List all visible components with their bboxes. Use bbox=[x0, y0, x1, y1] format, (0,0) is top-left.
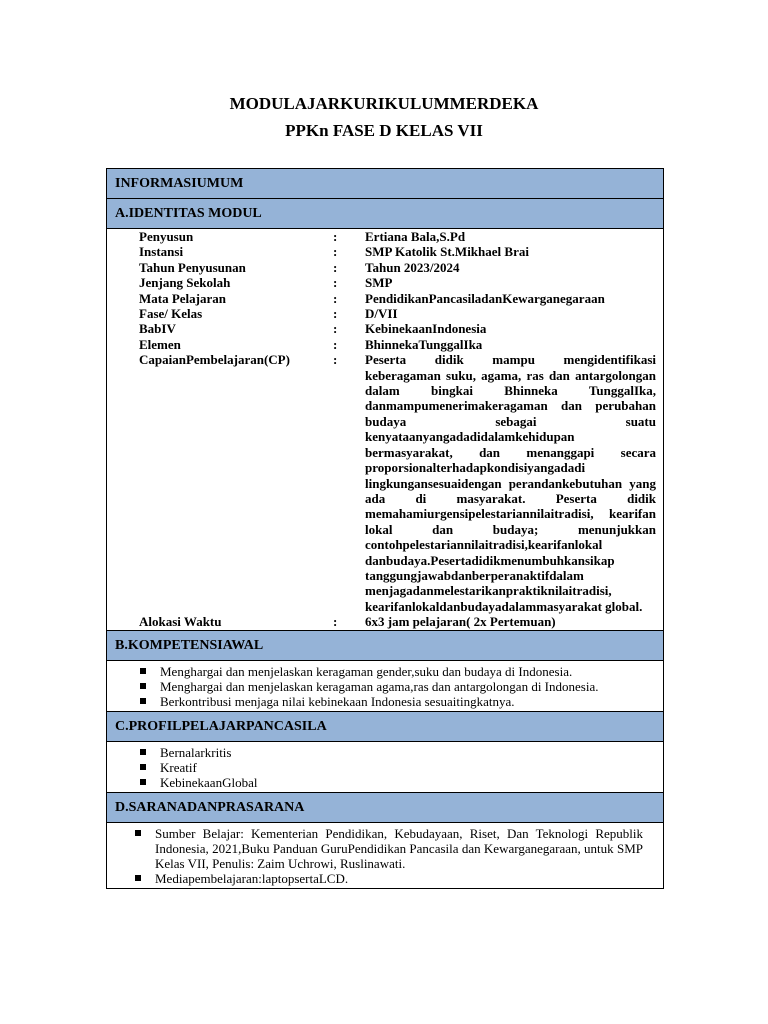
identity-value: Ertiana Bala,S.Pd bbox=[365, 229, 466, 244]
list-item: Menghargai dan menjelaskan keragaman agama,ras dan antargolongan di Indonesia. bbox=[137, 679, 643, 694]
header-kompetensi-awal: B.KOMPETENSIAWAL bbox=[107, 630, 664, 660]
document-title: MODULAJARKURIKULUMMERDEKA bbox=[229, 94, 539, 113]
identity-colon: : bbox=[333, 614, 338, 630]
identity-label: Instansi bbox=[139, 244, 184, 260]
identity-colon: : bbox=[333, 275, 338, 291]
identity-section bbox=[107, 229, 664, 631]
identity-value: Tahun 2023/2024 bbox=[365, 259, 460, 275]
list-item: KebinekaanGlobal bbox=[137, 775, 643, 790]
identity-colon: : bbox=[333, 352, 338, 368]
identity-value: 6x3 jam pelajaran( 2x Pertemuan) bbox=[365, 614, 556, 630]
module-table bbox=[106, 168, 664, 889]
identity-row bbox=[107, 229, 663, 244]
identity-row bbox=[107, 244, 663, 259]
identity-row bbox=[107, 260, 663, 275]
identity-colon: : bbox=[333, 290, 338, 306]
identity-rows bbox=[107, 229, 663, 630]
identity-row bbox=[107, 337, 663, 352]
document-subtitle: PPKn FASE D KELAS VII bbox=[285, 121, 483, 140]
identity-label: Fase/ Kelas bbox=[139, 306, 203, 322]
identity-label: Tahun Penyusunan bbox=[139, 259, 246, 275]
identity-label: BabIV bbox=[139, 321, 176, 337]
capaian-pembelajaran-text: Peserta didik mampu mengidentifikasi keberagaman suku, agama, ras dan antargolongan dalam bingkai Bhinneka TunggalIka, danmampumenerimakeragaman dan perubahan budaya sebagai suatu kenyataanyangadadidalamkehidupan bermasyarakat, dan menanggapi secara proporsionalterhadapkondisiyangadadi lingkungansesuaidengan perandankebutuhan yang ada di masyarakat. Peserta didik memahamiurgensipelestariannilaitradisi, kearifan lokal dan budaya; menunjukkan contohpelestariannilaitradisi,kearifanlokal danbudaya.Pesertadidikmenumbuhkansikap tanggungjawabdanberperanaktifdalam menjagadanmelestarikanpraktiknilaitradisi, kearifanlokaldanbudayadalammasyarakat global. bbox=[365, 352, 656, 614]
list-item: Bernalarkritis bbox=[137, 745, 643, 760]
identity-value: SMP Katolik St.Mikhael Brai bbox=[365, 244, 529, 260]
header-profil-pelajar: C.PROFILPELAJARPANCASILA bbox=[107, 711, 664, 741]
identity-label: Penyusun bbox=[139, 229, 194, 244]
identity-value: KebinekaanIndonesia bbox=[365, 321, 487, 337]
identity-label: Mata Pelajaran bbox=[139, 290, 227, 306]
identity-value: PendidikanPancasiladanKewarganegaraan bbox=[365, 290, 605, 306]
profil-section bbox=[107, 741, 664, 792]
header-sarana-prasarana: D.SARANADANPRASARANA bbox=[107, 792, 664, 822]
list-item: Kreatif bbox=[137, 760, 643, 775]
list-item: Sumber Belajar: Kementerian Pendidikan, Kebudayaan, Riset, Dan Teknologi Republik Indonesia, 2021,Buku Panduan GuruPendidikan Pancasila dan Kewarganegaraan, untuk SMP Kelas VII, Penulis: Zaim Uchrowi, Ruslinawati. bbox=[132, 826, 643, 871]
identity-colon: : bbox=[333, 244, 338, 260]
sarana-list bbox=[132, 826, 643, 886]
identity-value: D/VII bbox=[365, 306, 398, 322]
identity-colon: : bbox=[333, 336, 338, 352]
identity-colon: : bbox=[333, 229, 338, 244]
identity-label: Alokasi Waktu bbox=[139, 614, 222, 630]
list-item: Berkontribusi menjaga nilai kebinekaan Indonesia sesuaitingkatnya. bbox=[137, 694, 643, 709]
identity-label: Jenjang Sekolah bbox=[139, 275, 231, 291]
identity-row bbox=[107, 321, 663, 336]
identity-value: BhinnekaTunggalIka bbox=[365, 336, 483, 352]
sarana-section bbox=[107, 822, 664, 888]
identity-label: CapaianPembelajaran(CP) bbox=[139, 352, 290, 368]
header-informasi-umum: INFORMASIUMUM bbox=[107, 169, 664, 199]
header-identitas-modul: A.IDENTITAS MODUL bbox=[107, 199, 664, 229]
identity-row bbox=[107, 306, 663, 321]
identity-label: Elemen bbox=[139, 336, 181, 352]
list-item: Menghargai dan menjelaskan keragaman gender,suku dan budaya di Indonesia. bbox=[137, 664, 643, 679]
identity-value: SMP bbox=[365, 275, 393, 291]
kompetensi-list bbox=[137, 664, 643, 709]
identity-colon: : bbox=[333, 259, 338, 275]
kompetensi-section bbox=[107, 660, 664, 711]
identity-row bbox=[107, 352, 663, 614]
identity-colon: : bbox=[333, 321, 338, 337]
identity-row bbox=[107, 614, 663, 629]
profil-list bbox=[137, 745, 643, 790]
identity-colon: : bbox=[333, 306, 338, 322]
identity-row bbox=[107, 291, 663, 306]
list-item: Mediapembelajaran:laptopsertaLCD. bbox=[132, 871, 643, 886]
identity-row bbox=[107, 275, 663, 290]
